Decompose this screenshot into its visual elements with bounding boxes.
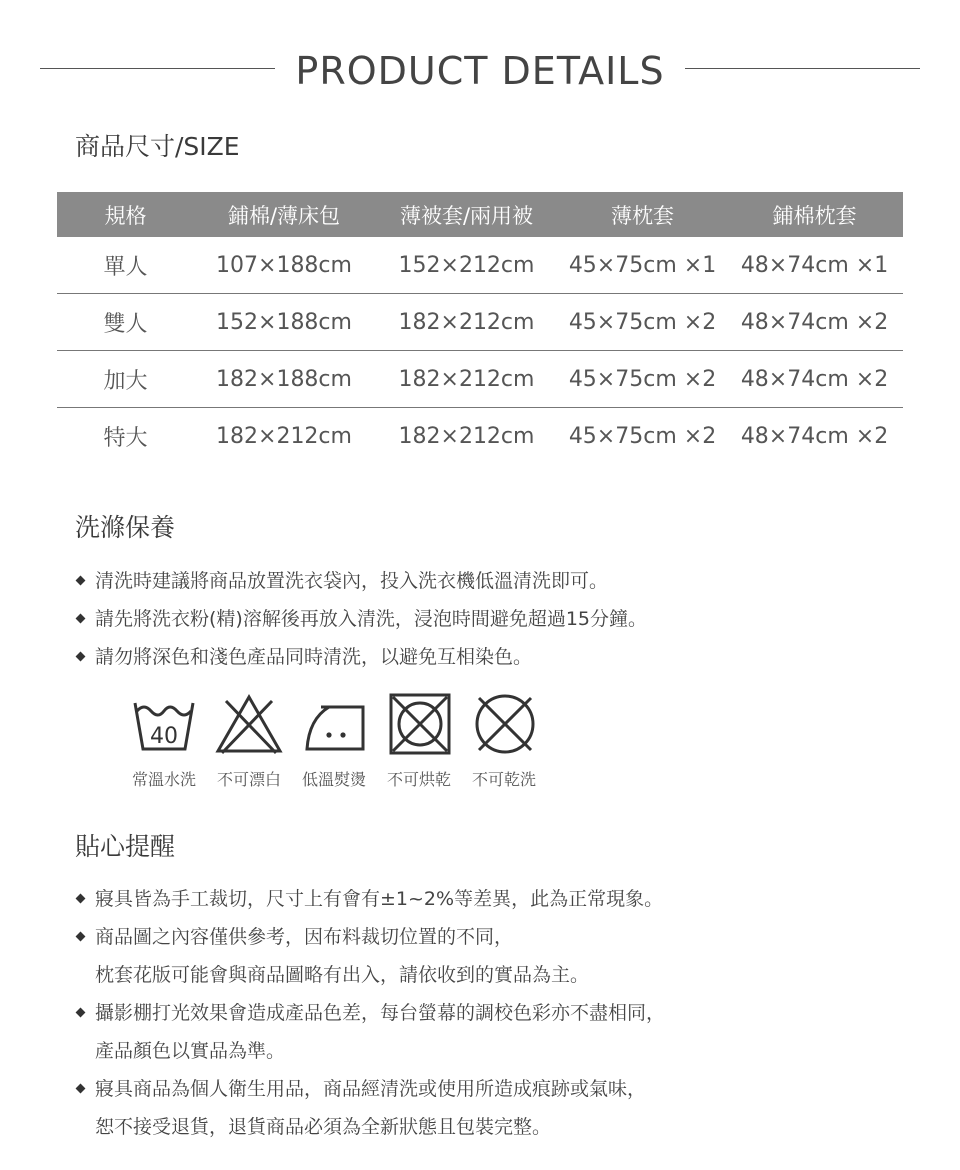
- table-cell: 182×212cm: [398, 423, 535, 449]
- care-symbol: [294, 693, 374, 790]
- care-symbol-label: 不可漂白: [216, 770, 281, 789]
- page-title: PRODUCT DETAILS: [295, 49, 665, 93]
- table-cell: 152×212cm: [374, 237, 559, 294]
- list-item-text-cont: 恕不接受退貨，退貨商品必須為全新狀態且包裝完整。: [95, 1116, 552, 1138]
- list-item-text: 請勿將深色和淺色產品同時清洗，以避免互相染色。: [95, 646, 533, 668]
- table-cell: 特大: [103, 425, 148, 451]
- list-item-text: 請先將洗衣粉(精)溶解後再放入清洗，浸泡時間避免超過15分鐘。: [95, 608, 648, 630]
- table-cell: 45×75cm ×1: [559, 237, 726, 294]
- table-cell: 48×74cm ×2: [740, 423, 889, 449]
- list-item-text: 寢具皆為手工裁切，尺寸上有會有±1~2%等差異，此為正常現象。: [95, 888, 664, 910]
- table-row: [57, 351, 903, 408]
- column-header: 鋪棉/薄床包: [194, 192, 374, 237]
- list-item-text-cont: 產品顏色以實品為準。: [95, 1040, 286, 1062]
- column-header: 薄枕套: [559, 192, 726, 237]
- table-cell: 48×74cm ×1: [726, 237, 903, 294]
- diamond-bullet-icon: [76, 1008, 86, 1018]
- notice-heading: 貼心提醒: [75, 832, 176, 861]
- list-item-text-cont: 枕套花版可能會與商品圖略有出入，請依收到的實品為主。: [95, 964, 590, 986]
- notice-list: [75, 880, 665, 1146]
- list-item-text: 攝影棚打光效果會造成產品色差，每台螢幕的調校色彩亦不盡相同，: [95, 1002, 666, 1024]
- care-symbol: [379, 693, 459, 790]
- table-cell: 182×212cm: [374, 294, 559, 351]
- care-symbol: [209, 693, 289, 790]
- table-cell: 雙人: [57, 294, 194, 351]
- size-table: [57, 192, 903, 464]
- no-tumble-dry-icon: [384, 693, 454, 755]
- column-header: 規格: [57, 192, 194, 237]
- table-cell: 單人: [57, 237, 194, 294]
- table-cell: 107×188cm: [194, 237, 374, 294]
- table-row: [57, 408, 903, 465]
- diamond-bullet-icon: [76, 652, 86, 662]
- table-cell: 182×188cm: [194, 351, 374, 408]
- table-row: [57, 237, 903, 294]
- header-rule-right: [685, 68, 920, 69]
- care-heading: 洗滌保養: [75, 513, 176, 542]
- care-symbol: [124, 693, 204, 790]
- list-item: [75, 918, 665, 994]
- list-item: [75, 638, 647, 676]
- care-symbol-label: 不可乾洗: [471, 770, 536, 789]
- diamond-bullet-icon: [76, 932, 86, 942]
- list-item: [75, 1070, 665, 1146]
- low-iron-icon: [299, 693, 369, 755]
- column-header: 鋪棉枕套: [726, 192, 903, 237]
- table-cell: 48×74cm ×2: [726, 351, 903, 408]
- no-bleach-icon: [214, 693, 284, 755]
- list-item: [75, 994, 665, 1070]
- table-cell: 182×212cm: [216, 423, 352, 449]
- list-item-text: 商品圖之內容僅供參考，因布料裁切位置的不同，: [95, 926, 514, 948]
- diamond-bullet-icon: [76, 576, 86, 586]
- care-symbol-label: 不可烘乾: [386, 770, 451, 789]
- wash-temp: 40: [150, 724, 178, 749]
- table-cell: 152×188cm: [194, 294, 374, 351]
- size-heading: 商品尺寸/SIZE: [75, 132, 240, 161]
- column-header: 薄被套/兩用被: [374, 192, 559, 237]
- list-item: [75, 600, 647, 638]
- list-item-text: 清洗時建議將商品放置洗衣袋內，投入洗衣機低溫清洗即可。: [95, 570, 609, 592]
- table-cell: 45×75cm ×2: [568, 423, 717, 449]
- care-symbol-label: 常溫水洗: [131, 770, 196, 789]
- diamond-bullet-icon: [76, 894, 86, 904]
- wash-40-icon: [129, 693, 199, 755]
- table-cell: 45×75cm ×2: [559, 351, 726, 408]
- list-item-text: 寢具商品為個人衛生用品，商品經清洗或使用所造成痕跡或氣味，: [95, 1078, 647, 1100]
- table-row: [57, 294, 903, 351]
- list-item: [75, 562, 647, 600]
- table-header-row: [57, 192, 903, 237]
- care-symbol: [464, 693, 544, 790]
- table-cell: 加大: [57, 351, 194, 408]
- table-cell: 182×212cm: [374, 351, 559, 408]
- care-symbol-label: 低溫熨燙: [301, 770, 366, 789]
- care-list: [75, 562, 647, 676]
- diamond-bullet-icon: [76, 1084, 86, 1094]
- table-cell: 45×75cm ×2: [559, 294, 726, 351]
- diamond-bullet-icon: [76, 614, 86, 624]
- no-dry-clean-icon: [469, 693, 539, 755]
- list-item: [75, 880, 665, 918]
- table-cell: 48×74cm ×2: [726, 294, 903, 351]
